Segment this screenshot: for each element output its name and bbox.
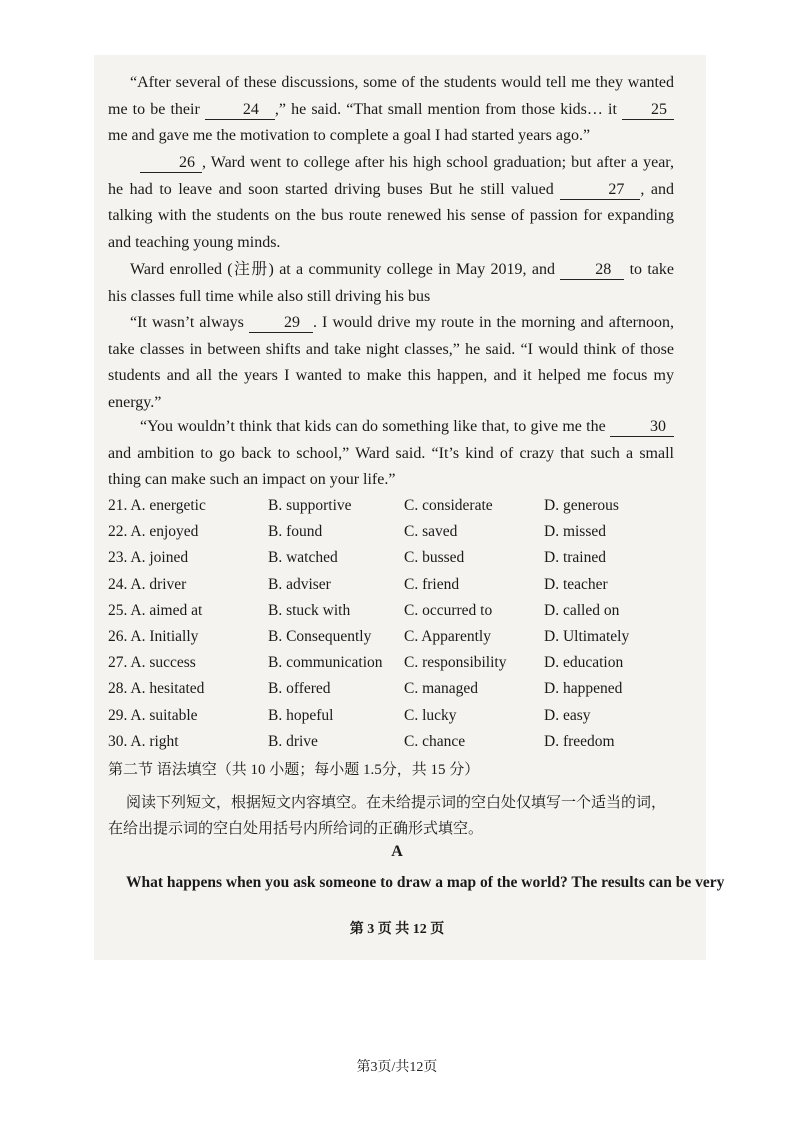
- option-row-29: 29. A. suitable B. hopeful C. lucky D. easy: [108, 706, 591, 724]
- section-instruction: 阅读下列短文，根据短文内容填空。在未给提示词的空白处仅填写一个适当的词，在给出提示词的空白处用括号内所给词的正确形式填空。: [108, 795, 667, 837]
- section-title: 第二节 语法填空（共 10 小题；每小题 1.5分，共 15 分）: [108, 762, 480, 778]
- blank-24: 24: [205, 101, 275, 120]
- blank-29: 29: [249, 314, 313, 333]
- passage-letter: A: [391, 843, 403, 860]
- blank-30: 30: [610, 418, 674, 437]
- blank-27: 27: [560, 181, 640, 200]
- answer-options: [108, 494, 688, 756]
- option-row-22: 22. A. enjoyed B. found C. saved D. missed: [108, 523, 606, 541]
- option-row-23: 23. A. joined B. watched C. bussed D. trained: [108, 549, 606, 567]
- page-number-footer: 第3页/共12页: [356, 1060, 438, 1075]
- passage-first-line: What happens when you ask someone to draw a map of the world? The results can be very: [126, 874, 725, 891]
- blank-26: 26: [140, 154, 202, 173]
- option-row-25: 25. A. aimed at B. stuck with C. occurred to D. called on: [108, 601, 620, 619]
- paragraph-1: “After several of these discussions, some of the students would tell me they wanted me to be their 24 ,” he said. “That small mention from those kids… it 25 me and gave me the motivation to complete a goal I had started years ago.”: [108, 74, 674, 144]
- paragraph-5: “You wouldn’t think that kids can do something like that, to give me the 30 and ambition to go back to school,” Ward said. “It’s kind of crazy that such a small thing can make such an impact on your life.”: [108, 418, 674, 488]
- option-row-27: 27. A. success B. communication C. responsibility D. education: [108, 654, 624, 672]
- option-row-21: 21. A. energetic B. supportive C. considerate D. generous: [108, 497, 619, 514]
- option-row-24: 24. A. driver B. adviser C. friend D. teacher: [108, 575, 608, 593]
- option-row-26: 26. A. Initially B. Consequently C. Apparently D. Ultimately: [108, 627, 630, 645]
- option-row-28: 28. A. hesitated B. offered C. managed D. happened: [108, 680, 623, 698]
- paragraph-2: 26 , Ward went to college after his high school graduation; but after a year, he had to leave and soon started driving buses But he still valued 27 , and talking with the students on the bus route renewed his sense of passion for expanding and teaching young minds.: [108, 154, 674, 251]
- option-row-30: 30. A. right B. drive C. chance D. freedom: [108, 732, 615, 750]
- paragraph-4: “It wasn’t always 29 . I would drive my route in the morning and afternoon, take classes in between shifts and take night classes,” he said. “I would think of those students and all the years I wanted to make this happen, and it helped me focus my energy.”: [108, 314, 675, 411]
- paragraph-3: Ward enrolled (注册) at a community college in May 2019, and 28 to take his classes full time while also still driving his bus: [108, 261, 674, 305]
- page-number-inner: 第 3 页 共 12 页: [349, 922, 445, 937]
- blank-28: 28: [560, 261, 624, 280]
- blank-25: 25: [622, 101, 674, 120]
